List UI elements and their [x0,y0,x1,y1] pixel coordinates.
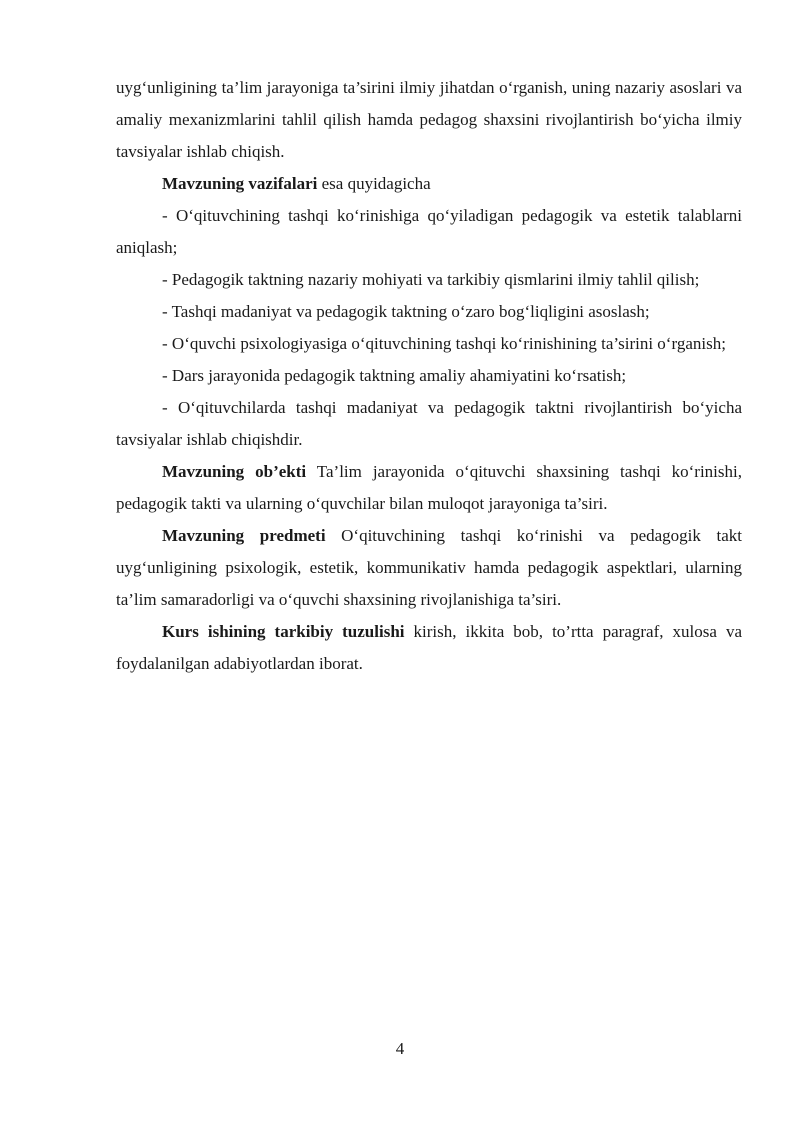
paragraph-text: Ta’lim jarayonida o‘qituvchi shaxsining tashqi ko‘rinishi, pedagogik takti va ularning o‘quvchilar bilan muloqot jarayoniga ta’siri. [116,462,742,513]
tasks-heading-paragraph [116,168,742,200]
paragraph-text: O‘qituvchining tashqi ko‘rinishi va pedagogik takt uyg‘unligining psixologik, estetik, kommunikativ hamda pedagogik aspektlari, ularning ta’lim samaradorligi va o‘quvchi shaxsining rivojlanishiga ta’siri. [116,526,742,609]
tasks-heading: Mavzuning vazifalari [162,174,318,193]
subject-paragraph [116,520,742,616]
intro-continuation-paragraph [116,72,742,168]
task-item-text: - Dars jarayonida pedagogik taktning amaliy ahamiyatini ko‘rsatish; [162,366,627,385]
structure-heading: Kurs ishining tarkibiy tuzulishi [162,622,405,641]
task-item-text: - O‘qituvchining tashqi ko‘rinishiga qo‘yiladigan pedagogik va estetik talablarni aniqlash; [116,206,742,257]
paragraph-text: kirish, ikkita bob, to’rtta paragraf, xulosa va foydalanilgan adabiyotlardan iborat. [116,622,742,673]
structure-paragraph [116,616,742,680]
task-item [116,360,742,392]
task-item-text: - O‘qituvchilarda tashqi madaniyat va pedagogik taktni rivojlantirish bo‘yicha tavsiyalar ishlab chiqishdir. [116,398,742,449]
paragraph-text: uyg‘unligining ta’lim jarayoniga ta’sirini ilmiy jihatdan o‘rganish, uning nazariy asoslari va amaliy mexanizmlarini tahlil qilish hamda pedagog shaxsini rivojlantirish bo‘yicha ilmiy tavsiyalar ishlab chiqish. [116,78,742,161]
document-page [116,72,742,680]
task-item [116,264,742,296]
task-item-text: - Pedagogik taktning nazariy mohiyati va tarkibiy qismlarini ilmiy tahlil qilish; [162,270,700,289]
page-number: 4 [395,1039,405,1058]
paragraph-text: esa quyidagicha [317,174,431,193]
task-item-text: - O‘quvchi psixologiyasiga o‘qituvchining tashqi ko‘rinishining ta’sirini o‘rganish; [162,334,726,353]
task-item [116,328,742,360]
object-heading: Mavzuning ob’ekti [162,462,307,481]
task-item [116,296,742,328]
task-item [116,200,742,264]
object-paragraph [116,456,742,520]
task-item-text: - Tashqi madaniyat va pedagogik taktning o‘zaro bog‘liqligini asoslash; [162,302,650,321]
subject-heading: Mavzuning predmeti [162,526,326,545]
task-item [116,392,742,456]
